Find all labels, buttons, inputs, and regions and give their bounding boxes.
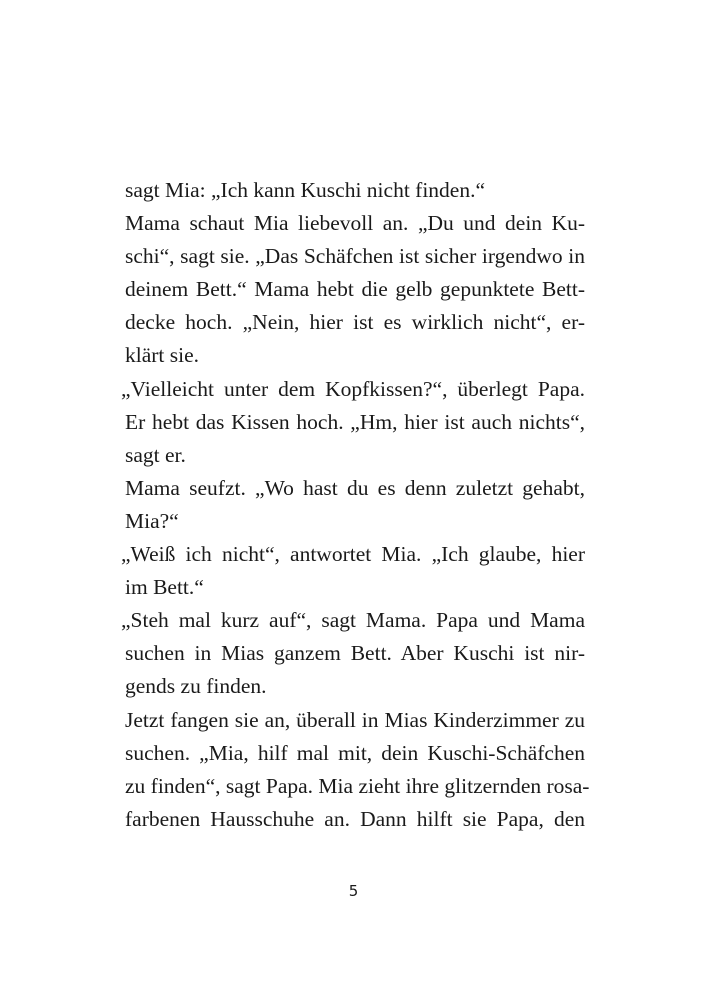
text-line: suchen. „Mia, hilf mal mit, dein Kuschi-Schäfchen [125,740,585,765]
page-number: 5 [348,882,359,900]
text-line: zu finden“, sagt Papa. Mia zieht ihre glitzernden rosa- [125,773,590,798]
text-line: decke hoch. „Nein, hier ist es wirklich nicht“, er- [125,310,585,335]
text-line: Mama seufzt. „Wo hast du es denn zuletzt gehabt, [125,475,585,500]
text-line: „Steh mal kurz auf“, sagt Mama. Papa und Mama [121,608,585,633]
text-line: klärt sie. [125,343,200,368]
text-line: sagt er. [125,442,186,467]
text-line: sagt Mia: „Ich kann Kuschi nicht finden.“ [125,178,486,202]
text-line: Mama schaut Mia liebevoll an. „Du und dein Ku- [125,211,585,236]
text-line: im Bett.“ [125,575,204,600]
text-line: „Vielleicht unter dem Kopfkissen?“, überlegt Papa. [121,376,585,401]
text-line: suchen in Mias ganzem Bett. Aber Kuschi ist nir- [125,641,585,666]
text-line: Jetzt fangen sie an, überall in Mias Kinderzimmer zu [125,707,585,732]
text-line: farbenen Hausschuhe an. Dann hilft sie Papa, den [125,806,585,831]
text-line: Mia?“ [125,508,179,533]
text-line: deinem Bett.“ Mama hebt die gelb gepunktete Bett- [125,277,585,302]
body-text [121,174,590,836]
text-line: Er hebt das Kissen hoch. „Hm, hier ist auch nichts“, [125,409,585,434]
text-line: gends zu finden. [125,674,267,699]
text-line: schi“, sagt sie. „Das Schäfchen ist sicher irgendwo in [125,244,585,269]
text-line: „Weiß ich nicht“, antwortet Mia. „Ich glaube, hier [121,542,585,567]
